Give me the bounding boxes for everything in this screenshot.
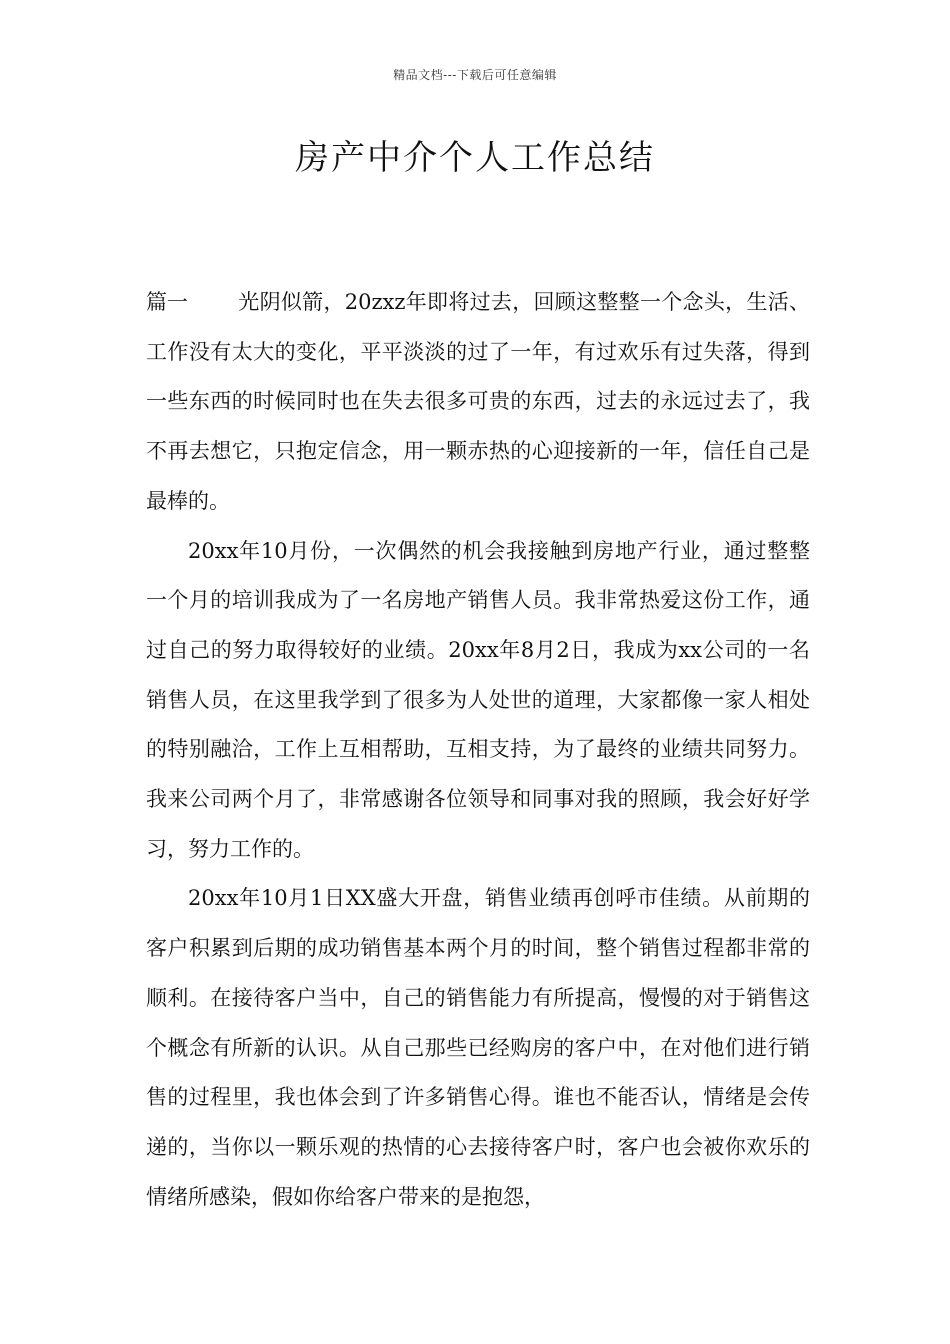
section-label: 篇一 <box>146 290 188 314</box>
header-note: 精品文档---下载后可任意编辑 <box>393 68 557 82</box>
paragraph-2: 20xx年10月份，一次偶然的机会我接触到房地产行业，通过整整一个月的培训我成为了一名房地产销售人员。我非常热爱这份工作，通过自己的努力取得较好的业绩。20xx年8月2日，我成为xx公司的一名销售人员，在这里我学到了很多为人处世的道理，大家都像一家人相处的特别融洽，工作上互相帮助，互相支持，为了最终的业绩共同努力。我来公司两个月了，非常感谢各位领导和同事对我的照顾，我会好好学习，努力工作的。 <box>146 538 810 861</box>
paragraph-1-text: 光阴似箭，20zxz年即将过去，回顾这整整一个念头，生活、工作没有太大的变化，平平淡淡的过了一年，有过欢乐有过失落，得到一些东西的时候同时也在失去很多可贵的东西，过去的永远过去了，我不再去想它，只抱定信念，用一颗赤热的心迎接新的一年，信任自己是最棒的。 <box>146 290 810 513</box>
paragraph-3: 20xx年10月1日XX盛大开盘，销售业绩再创呼市佳绩。从前期的客户积累到后期的成功销售基本两个月的时间，整个销售过程都非常的顺利。在接待客户当中，自己的销售能力有所提高，慢慢的对于销售这个概念有所新的认识。从自己那些已经购房的客户中，在对他们进行销售的过程里，我也体会到了许多销售心得。谁也不能否认，情绪是会传递的，当你以一颗乐观的热情的心去接待客户时，客户也会被你欢乐的情绪所感染，假如你给客户带来的是抱怨， <box>146 886 810 1209</box>
document-body <box>146 278 810 1222</box>
document-title: 房产中介个人工作总结 <box>295 138 655 178</box>
paragraph-1 <box>146 278 810 527</box>
